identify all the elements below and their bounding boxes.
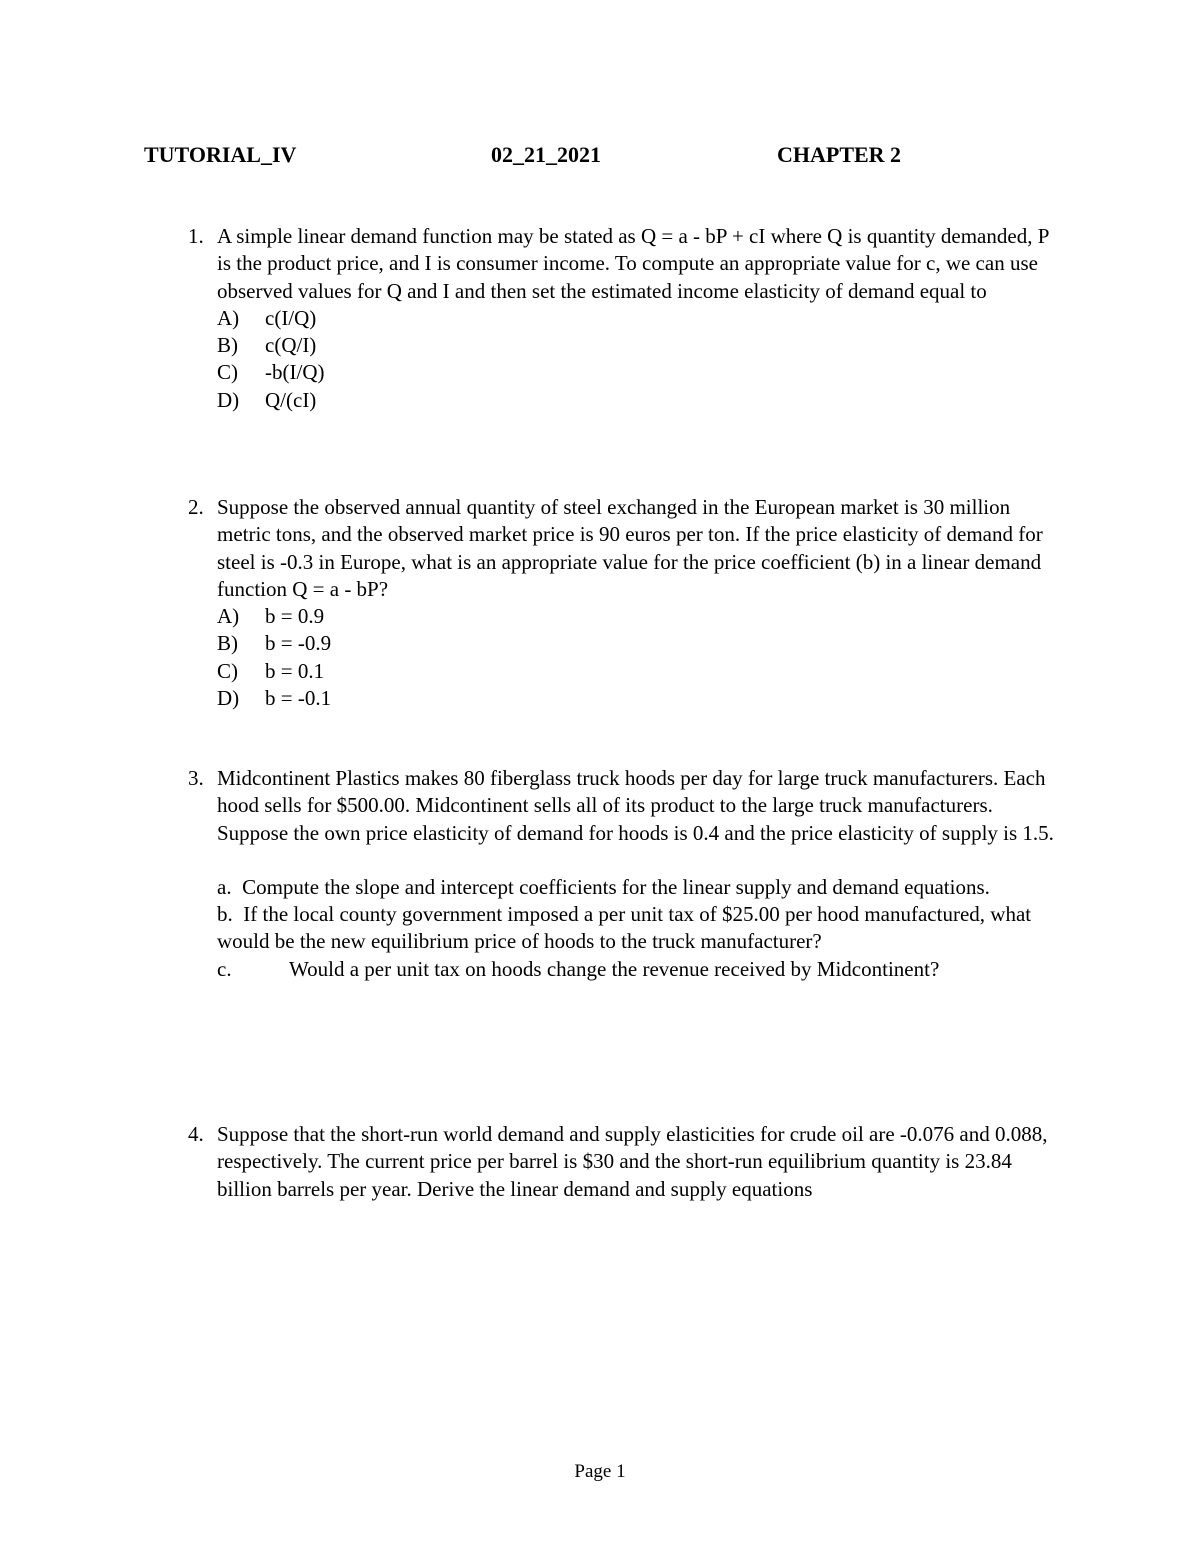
part-c xyxy=(217,956,1064,983)
question-4 xyxy=(144,1121,1064,1203)
part-b xyxy=(217,901,1064,956)
option-c xyxy=(217,658,1064,685)
part-letter: a. xyxy=(217,874,232,899)
part-letter: c. xyxy=(217,956,232,981)
option-c xyxy=(217,359,1064,386)
part-text: Compute the slope and intercept coefficients for the linear supply and demand equations. xyxy=(242,874,990,899)
question-number: 4. xyxy=(188,1122,204,1146)
part-a xyxy=(217,874,1064,901)
option-letter: A) xyxy=(217,305,240,330)
option-letter: C) xyxy=(217,658,238,683)
option-letter: D) xyxy=(217,387,240,412)
question-1 xyxy=(144,223,1064,414)
page-number: Page 1 xyxy=(574,1461,626,1482)
document-header xyxy=(0,142,1200,172)
option-b xyxy=(217,332,1064,359)
option-a xyxy=(217,305,1064,332)
question-text: Midcontinent Plastics makes 80 fiberglass truck hoods per day for large truck manufacturers. Each hood sells for $500.00. Midcontinent sells all of its product to the large truck manufacturers. Suppose the own price elasticity of demand for hoods is 0.4 and the price elasticity of supply is 1.5. xyxy=(217,766,1054,845)
question-text: Suppose that the short-run world demand and supply elasticities for crude oil are -0.076 and 0.088, respectively. The current price per barrel is $30 and the short-run equilibrium quantity is 23.84 billion barrels per year. Derive the linear demand and supply equations xyxy=(217,1122,1048,1201)
option-text: Q/(cI) xyxy=(265,387,317,412)
question-number: 2. xyxy=(188,495,204,519)
question-text: A simple linear demand function may be stated as Q = a - bP + cI where Q is quantity demanded, P is the product price, and I is consumer income. To compute an appropriate value for c, we can use observed values for Q and I and then set the estimated income elasticity of demand equal to xyxy=(217,224,1049,303)
option-text: b = 0.9 xyxy=(265,604,325,629)
option-d xyxy=(217,685,1064,712)
part-text: Would a per unit tax on hoods change the revenue received by Midcontinent? xyxy=(289,956,940,981)
option-letter: B) xyxy=(217,631,238,656)
question-number: 1. xyxy=(188,224,204,248)
option-b xyxy=(217,630,1064,657)
option-text: b = 0.1 xyxy=(265,658,325,683)
header-date: 02_21_2021 xyxy=(491,142,601,167)
option-letter: D) xyxy=(217,686,240,711)
option-text: b = -0.9 xyxy=(265,631,332,656)
question-3 xyxy=(144,765,1064,983)
part-letter: b. xyxy=(217,902,233,927)
option-letter: C) xyxy=(217,360,238,385)
option-text: c(Q/I) xyxy=(265,333,317,358)
option-text: b = -0.1 xyxy=(265,686,332,711)
option-text: c(I/Q) xyxy=(265,305,317,330)
question-number: 3. xyxy=(188,766,204,790)
option-text: -b(I/Q) xyxy=(265,360,325,385)
question-text: Suppose the observed annual quantity of steel exchanged in the European market is 30 million metric tons, and the observed market price is 90 euros per ton. If the price elasticity of demand for steel is -0.3 in Europe, what is an appropriate value for the price coefficient (b) in a linear demand function Q = a - bP? xyxy=(217,495,1043,601)
option-d xyxy=(217,387,1064,414)
header-chapter: CHAPTER 2 xyxy=(777,142,902,167)
option-letter: A) xyxy=(217,604,240,629)
part-text: If the local county government imposed a per unit tax of $25.00 per hood manufactured, what would be the new equilibrium price of hoods to the truck manufacturer? xyxy=(217,902,1032,954)
question-2 xyxy=(144,494,1064,712)
option-a xyxy=(217,603,1064,630)
option-letter: B) xyxy=(217,333,238,358)
header-tutorial-title: TUTORIAL_IV xyxy=(144,142,297,167)
